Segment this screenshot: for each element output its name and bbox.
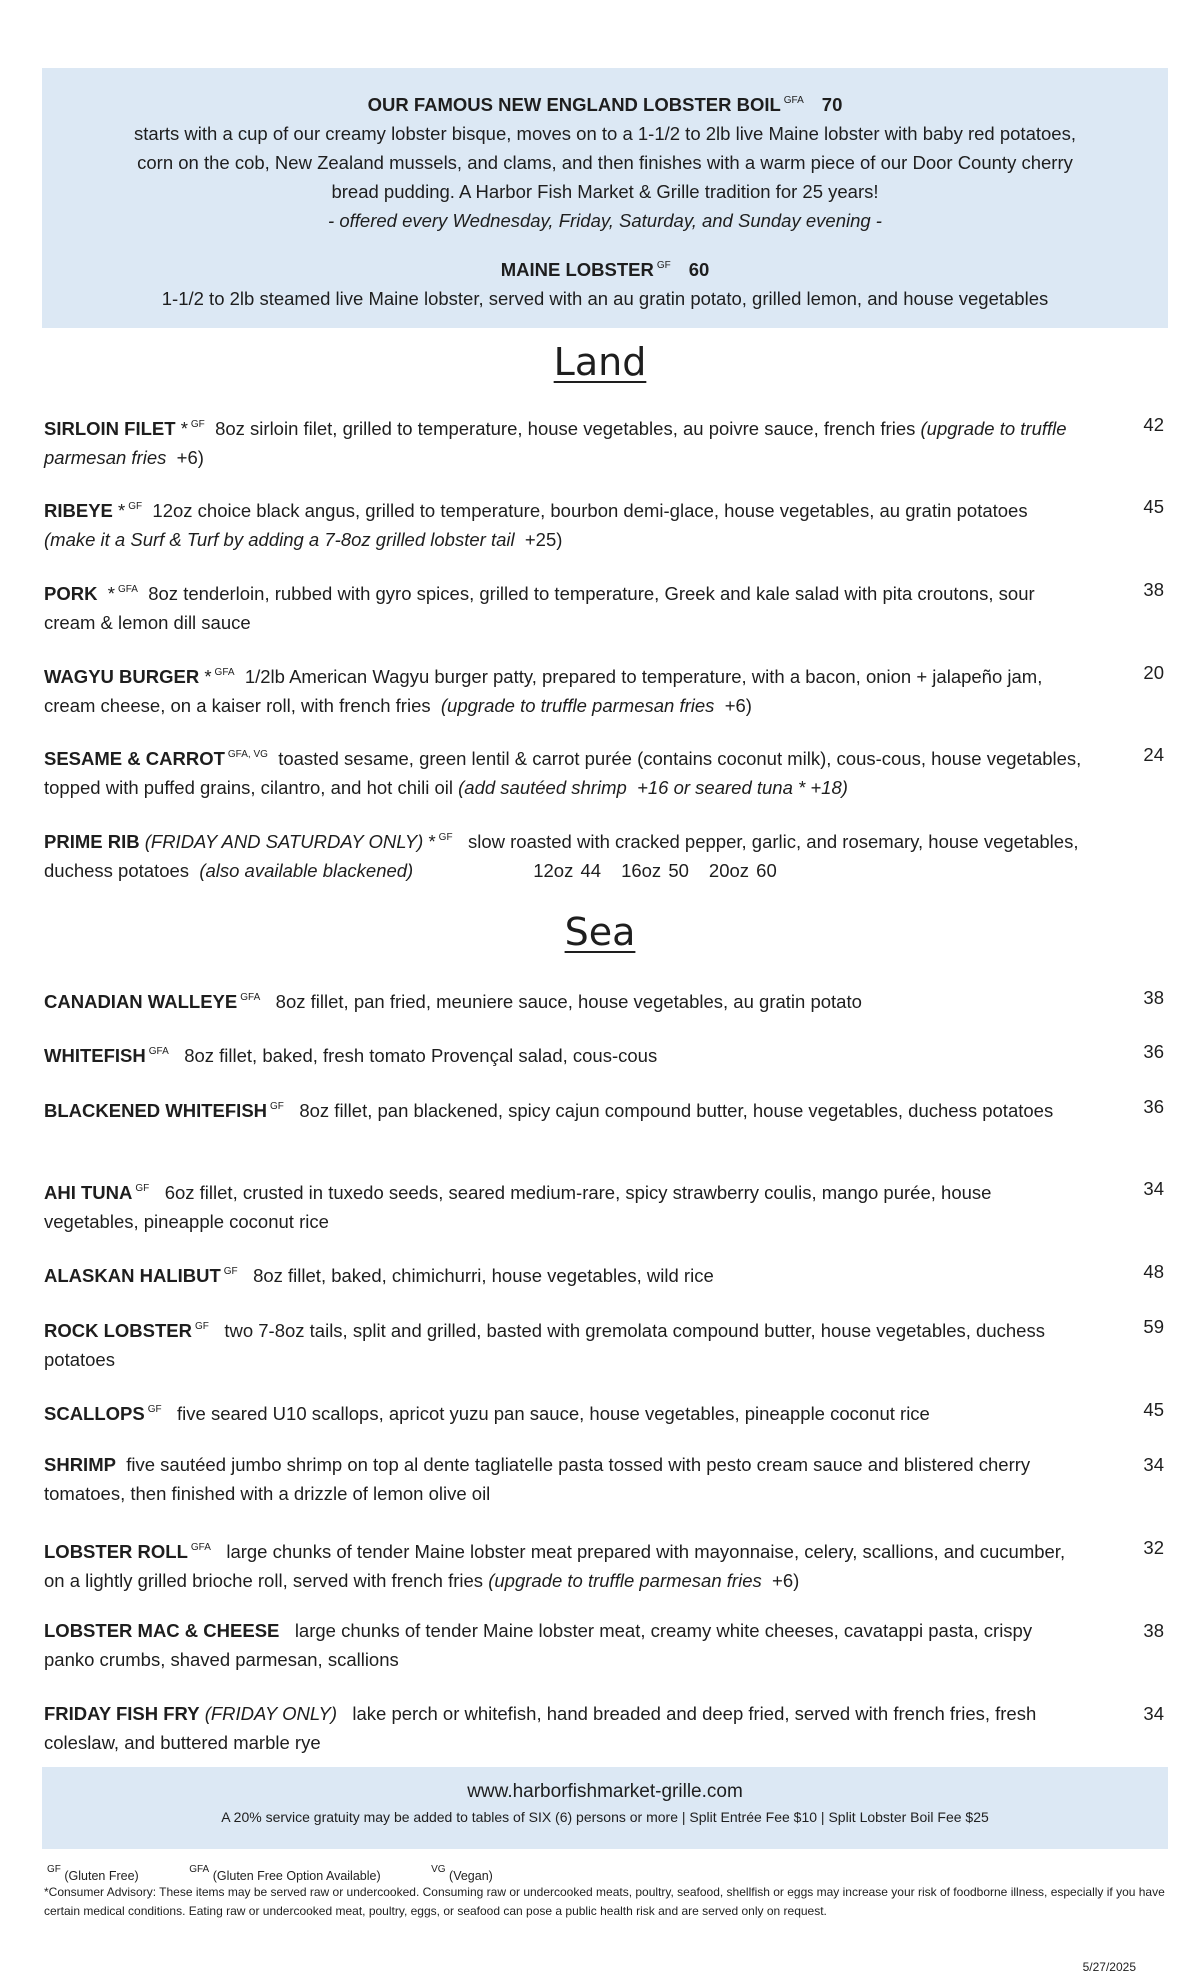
item-tag: GFA bbox=[214, 667, 235, 678]
item-tag: GF bbox=[438, 832, 453, 843]
lobster-boil-desc-1: starts with a cup of our creamy lobster bisque, moves on to a 1-1/2 to 2lb live Maine lobster with baby red potatoes, bbox=[134, 123, 1076, 144]
size-option: 16oz 50 bbox=[621, 860, 689, 881]
item-name: RIBEYE bbox=[44, 500, 113, 521]
item-name: PRIME RIB bbox=[44, 831, 140, 852]
item-desc: 12oz choice black angus, grilled to temperature, bourbon demi-glace, house vegetables, au gratin potatoes bbox=[152, 500, 1028, 521]
item-qualifier: (FRIDAY AND SATURDAY ONLY) bbox=[144, 831, 424, 852]
item-qualifier: (FRIDAY ONLY) bbox=[204, 1703, 337, 1724]
item-tag: GFA bbox=[240, 992, 261, 1003]
legend-gfa: (Gluten Free Option Available) bbox=[212, 1869, 381, 1883]
item-price: 38 bbox=[1143, 987, 1164, 1008]
item-desc: slow roasted with cracked pepper, garlic, and rosemary, house vegetables, duchess potatoes bbox=[44, 831, 1079, 881]
item-name: FRIDAY FISH FRY bbox=[44, 1703, 200, 1724]
menu-item-friday-fish-fry bbox=[44, 1699, 1164, 1757]
menu-item-sirloin-filet bbox=[44, 410, 1164, 472]
menu-item-blackened-whitefish bbox=[44, 1092, 1164, 1125]
item-mark: * bbox=[107, 583, 115, 604]
item-tag: GF bbox=[128, 501, 143, 512]
maine-lobster-heading bbox=[42, 251, 1168, 284]
item-desc: 8oz fillet, baked, chimichurri, house vegetables, wild rice bbox=[253, 1265, 714, 1286]
menu-item-ahi-tuna bbox=[44, 1174, 1164, 1236]
item-price: 38 bbox=[1143, 579, 1164, 600]
consumer-advisory: *Consumer Advisory: These items may be served raw or undercooked. Consuming raw or undercooked meats, poultry, seafood, shellfish or eggs may increase your risk of foodborne illness, especially if you have certain medical conditions. Eating raw or undercooked meat, poultry, eggs, or seafood can pose a public health risk and are served only on request. bbox=[44, 1885, 1165, 1918]
item-name: AHI TUNA bbox=[44, 1182, 133, 1203]
item-desc: large chunks of tender Maine lobster meat, creamy white cheeses, cavatappi pasta, crispy panko crumbs, shaved parmesan, scallions bbox=[44, 1620, 1033, 1670]
item-mark: * bbox=[180, 418, 188, 439]
item-name: ALASKAN HALIBUT bbox=[44, 1265, 221, 1286]
item-note: (make it a Surf & Turf by adding a 7-8oz grilled lobster tail bbox=[44, 529, 515, 550]
item-tag: GFA bbox=[190, 1542, 211, 1553]
prime-rib-sizes bbox=[533, 860, 797, 881]
item-tag: GF bbox=[223, 1266, 238, 1277]
item-name: LOBSTER ROLL bbox=[44, 1541, 188, 1562]
lobster-boil-tag: GFA bbox=[783, 95, 804, 106]
legend-gf: (Gluten Free) bbox=[64, 1869, 139, 1883]
maine-lobster-price: 60 bbox=[688, 259, 710, 280]
item-tag: GF bbox=[135, 1183, 150, 1194]
menu-item-lobster-mac-cheese bbox=[44, 1616, 1164, 1674]
item-desc: toasted sesame, green lentil & carrot purée (contains coconut milk), cous-cous, house vegetables, topped with puffed grains, cilantro, and hot chili oil bbox=[44, 748, 1082, 798]
item-price: 20 bbox=[1143, 662, 1164, 683]
item-extra: +6) bbox=[772, 1570, 800, 1591]
maine-lobster-tag: GF bbox=[656, 260, 671, 271]
item-desc: 8oz fillet, pan blackened, spicy cajun compound butter, house vegetables, duchess potatoes bbox=[299, 1100, 1054, 1121]
item-name: SESAME & CARROT bbox=[44, 748, 225, 769]
item-tag: GF bbox=[270, 1101, 284, 1112]
item-price: 38 bbox=[1143, 1620, 1164, 1641]
gratuity-note: A 20% service gratuity may be added to tables of SIX (6) persons or more | Split Entrée Fee $10 | Split Lobster Boil Fee $25 bbox=[221, 1809, 989, 1825]
item-name: BLACKENED WHITEFISH bbox=[44, 1100, 268, 1121]
item-desc: 8oz fillet, pan fried, meuniere sauce, house vegetables, au gratin potato bbox=[275, 991, 862, 1012]
item-desc: two 7-8oz tails, split and grilled, basted with gremolata compound butter, house vegetables, duchess potatoes bbox=[44, 1320, 1045, 1370]
item-desc: 1/2lb American Wagyu burger patty, prepared to temperature, with a bacon, onion + jalapeño jam, cream cheese, on a kaiser roll, with french fries bbox=[44, 666, 1043, 716]
item-desc: lake perch or whitefish, hand breaded and deep fried, served with french fries, fresh coleslaw, and buttered marble rye bbox=[44, 1703, 1037, 1753]
maine-lobster-name: MAINE LOBSTER bbox=[500, 259, 654, 280]
item-tag: GF bbox=[195, 1321, 209, 1332]
size-option: 20oz 60 bbox=[708, 860, 777, 881]
item-extra: +6) bbox=[724, 695, 752, 716]
lobster-boil-desc-3: bread pudding. A Harbor Fish Market & Grille tradition for 25 years! bbox=[331, 181, 879, 202]
legend-gf-tag: GF bbox=[47, 1864, 61, 1875]
item-price: 48 bbox=[1143, 1261, 1164, 1282]
dietary-legend bbox=[44, 1864, 537, 1883]
item-note: (upgrade to truffle parmesan fries bbox=[440, 695, 715, 716]
legend-vg: (Vegan) bbox=[449, 1869, 493, 1883]
maine-lobster-desc: 1-1/2 to 2lb steamed live Maine lobster, served with an au gratin potato, grilled lemon, and house vegetables bbox=[161, 288, 1049, 309]
menu-item-alaskan-halibut bbox=[44, 1257, 1164, 1290]
item-tag: GFA bbox=[148, 1046, 169, 1057]
item-note: (add sautéed shrimp bbox=[458, 777, 627, 798]
item-price: 34 bbox=[1143, 1454, 1164, 1475]
item-price: 45 bbox=[1143, 496, 1164, 517]
item-note: (also available blackened) bbox=[199, 860, 414, 881]
item-name: SIRLOIN FILET bbox=[44, 418, 176, 439]
menu-item-rock-lobster bbox=[44, 1312, 1164, 1374]
item-price: 36 bbox=[1143, 1096, 1164, 1117]
lobster-boil-price: 70 bbox=[821, 94, 843, 115]
item-desc: five sautéed jumbo shrimp on top al dente tagliatelle pasta tossed with pesto cream sauce and blistered cherry tomatoes, then finished with a drizzle of lemon olive oil bbox=[44, 1454, 1031, 1504]
item-desc: large chunks of tender Maine lobster meat prepared with mayonnaise, celery, scallions, and cucumber, on a lightly grilled brioche roll, served with french fries bbox=[44, 1541, 1066, 1591]
item-name: WHITEFISH bbox=[44, 1045, 146, 1066]
item-extra: +16 or seared tuna * +18) bbox=[637, 777, 848, 798]
menu-item-scallops bbox=[44, 1395, 1164, 1428]
item-desc: five seared U10 scallops, apricot yuzu pan sauce, house vegetables, pineapple coconut rice bbox=[177, 1403, 930, 1424]
item-price: 34 bbox=[1143, 1703, 1164, 1724]
menu-item-wagyu-burger bbox=[44, 658, 1164, 720]
item-name: LOBSTER MAC & CHEESE bbox=[44, 1620, 280, 1641]
item-mark: * bbox=[428, 831, 436, 852]
item-mark: * bbox=[204, 666, 212, 687]
item-note: (upgrade to truffle parmesan fries bbox=[488, 1570, 762, 1591]
item-name: SHRIMP bbox=[44, 1454, 116, 1475]
item-mark: * bbox=[118, 500, 126, 521]
item-desc: 8oz tenderloin, rubbed with gyro spices, grilled to temperature, Greek and kale salad with pita croutons, sour cream & lemon dill sauce bbox=[44, 583, 1035, 633]
item-note: (upgrade to truffle parmesan fries bbox=[44, 418, 1067, 468]
item-tag: GFA, VG bbox=[227, 749, 268, 760]
item-tag: GFA bbox=[117, 584, 138, 595]
menu-item-whitefish bbox=[44, 1037, 1164, 1070]
item-price: 34 bbox=[1143, 1178, 1164, 1199]
land-section-title: Land bbox=[553, 340, 647, 384]
featured-specials-box bbox=[42, 68, 1168, 328]
item-desc: 6oz fillet, crusted in tuxedo seeds, seared medium-rare, spicy strawberry coulis, mango purée, house vegetables, pineapple coconut rice bbox=[44, 1182, 992, 1232]
item-name: SCALLOPS bbox=[44, 1403, 145, 1424]
item-name: CANADIAN WALLEYE bbox=[44, 991, 238, 1012]
menu-item-prime-rib bbox=[44, 823, 1164, 885]
item-desc: 8oz sirloin filet, grilled to temperature, house vegetables, au poivre sauce, french fries bbox=[215, 418, 916, 439]
menu-item-shrimp bbox=[44, 1450, 1164, 1508]
item-price: 32 bbox=[1143, 1537, 1164, 1558]
item-name: ROCK LOBSTER bbox=[44, 1320, 192, 1341]
lobster-boil-name: OUR FAMOUS NEW ENGLAND LOBSTER BOIL bbox=[367, 94, 781, 115]
menu-item-lobster-roll bbox=[44, 1533, 1164, 1595]
menu-item-sesame-carrot bbox=[44, 740, 1164, 802]
item-price: 45 bbox=[1143, 1399, 1164, 1420]
lobster-boil-offer: - offered every Wednesday, Friday, Saturday, and Sunday evening - bbox=[328, 210, 882, 231]
item-name: WAGYU BURGER bbox=[44, 666, 200, 687]
menu-item-canadian-walleye bbox=[44, 983, 1164, 1016]
item-price: 24 bbox=[1143, 744, 1164, 765]
menu-item-ribeye bbox=[44, 492, 1164, 554]
item-price: 36 bbox=[1143, 1041, 1164, 1062]
item-price: 42 bbox=[1143, 414, 1164, 435]
item-extra: +6) bbox=[176, 447, 204, 468]
footer-box bbox=[42, 1767, 1168, 1849]
lobster-boil-desc-2: corn on the cob, New Zealand mussels, and clams, and then finishes with a warm piece of our Door County cherry bbox=[137, 152, 1073, 173]
item-name: PORK bbox=[44, 583, 98, 604]
legend-vg-tag: VG bbox=[431, 1864, 446, 1875]
item-desc: 8oz fillet, baked, fresh tomato Provençal salad, cous-cous bbox=[184, 1045, 658, 1066]
lobster-boil-heading bbox=[42, 86, 1168, 119]
website-link[interactable]: www.harborfishmarket-grille.com bbox=[467, 1781, 743, 1802]
item-tag: GF bbox=[147, 1404, 162, 1415]
item-extra: +25) bbox=[524, 529, 563, 550]
item-tag: GF bbox=[190, 419, 205, 430]
legend-gfa-tag: GFA bbox=[189, 1864, 210, 1875]
item-price: 59 bbox=[1143, 1316, 1164, 1337]
menu-item-pork bbox=[44, 575, 1164, 637]
size-option: 12oz 44 bbox=[533, 860, 602, 881]
sea-section-title: Sea bbox=[564, 910, 636, 954]
menu-date: 5/27/2025 bbox=[1082, 1960, 1136, 1974]
